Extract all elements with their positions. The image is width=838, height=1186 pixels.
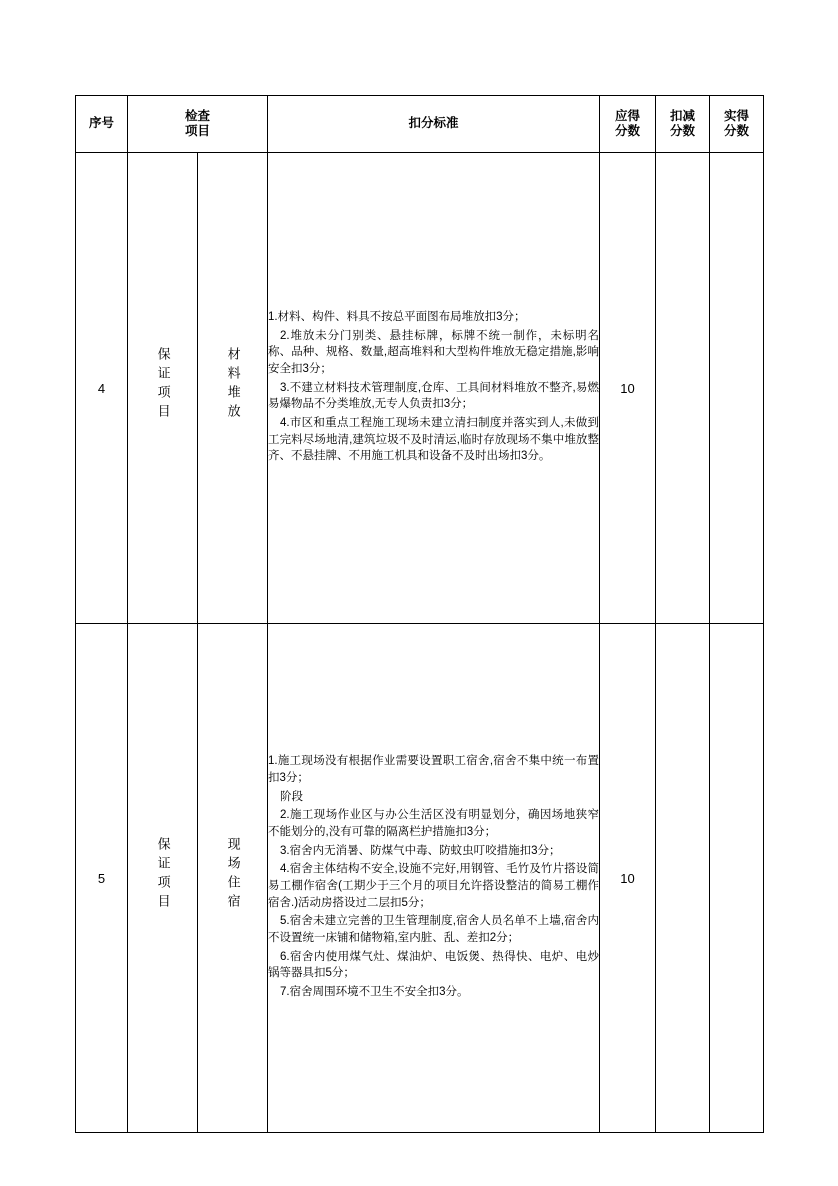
standard-list-0 [268,309,599,465]
header-actual-line1: 实得 [724,109,750,123]
table-row [76,624,764,1133]
row-actual-score[interactable] [710,153,764,624]
row-standard [268,624,600,1133]
standard-line: 2.施工现场作业区与办公生活区没有明显划分，确因场地狭窄不能划分的,没有可靠的隔离栏护措施扣3分； [268,809,600,838]
row-full-score: 10 [600,153,656,624]
standard-line: 2.堆放未分门别类、悬挂标牌，标牌不统一制作，未标明名称、品种、规格、数量,超高堆料和大型构件堆放无稳定措施,影响安全扣3分； [268,329,600,375]
row-subitem [198,153,268,624]
table-header-row [76,96,764,153]
standard-line: 4.宿舍主体结构不安全,设施不完好,用钢管、毛竹及竹片搭设简易工棚作宿舍(工期少于三个月的项目允许搭设整洁的简易工棚作宿舍.)活动房搭设过二层扣5分； [268,863,600,909]
row-standard [268,153,600,624]
standard-line: 5.宿舍未建立完善的卫生管理制度,宿舍人员名单不上墙,宿舍内不设置统一床铺和储物箱,室内脏、乱、差扣2分； [268,915,600,945]
row-subitem [198,624,268,1133]
row-actual-score[interactable] [710,624,764,1133]
standard-line: 6.宿舍内使用煤气灶、煤油炉、电饭煲、热得快、电炉、电炒锅等器具扣5分； [268,950,600,980]
header-full-line1: 应得 [615,109,641,123]
header-standard-label: 扣分标准 [408,116,459,131]
standard-line: 阶段 [280,790,304,803]
header-full-score [600,96,656,153]
row-subitem-label: 现场住宿 [225,837,241,914]
standard-line: 3.不建立材料技术管理制度,仓库、工具间材料堆放不整齐,易燃易爆物品不分类堆放,无专人负责扣3分； [268,381,600,411]
header-deduct-score [656,96,710,153]
header-actual-score [710,96,764,153]
row-number: 5 [76,624,128,1133]
standard-line: 3.宿舍内无消暑、防煤气中毒、防蚊虫叮咬措施扣3分； [280,844,561,857]
header-no [76,96,128,153]
header-actual-line2: 分数 [724,124,750,138]
row-deduct-score[interactable] [656,153,710,624]
header-item [128,96,268,153]
header-item-line2: 项目 [185,124,211,138]
row-category-label: 保证项目 [155,347,171,424]
row-deduct-score[interactable] [656,624,710,1133]
header-deduct-line1: 扣减 [670,109,696,123]
row-category [128,153,198,624]
standard-line: 1.材料、构件、料具不按总平面图布局堆放扣3分； [268,310,526,323]
row-full-score: 10 [600,624,656,1133]
standard-line: 4.市区和重点工程施工现场未建立清扫制度并落实到人,未做到工完料尽场地清,建筑垃圾不及时清运,临时存放现场不集中堆放整齐、不悬挂牌、不用施工机具和设备不及时出场扣3分。 [268,417,600,463]
standard-line: 7.宿舍周围环境不卫生不安全扣3分。 [280,986,469,999]
row-category-label: 保证项目 [155,837,171,914]
header-standard [268,96,600,153]
header-item-line1: 检查 [185,109,211,123]
header-full-line2: 分数 [615,124,641,138]
row-subitem-label: 材料堆放 [225,347,241,424]
row-category [128,624,198,1133]
standard-line: 1.施工现场没有根据作业需要设置职工宿舍,宿舍不集中统一布置扣3分； [268,755,600,784]
inspection-score-table [75,95,764,1133]
header-no-label: 序号 [88,116,114,131]
table-row [76,153,764,624]
standard-list-1 [268,753,599,1000]
row-number: 4 [76,153,128,624]
header-deduct-line2: 分数 [670,124,696,138]
